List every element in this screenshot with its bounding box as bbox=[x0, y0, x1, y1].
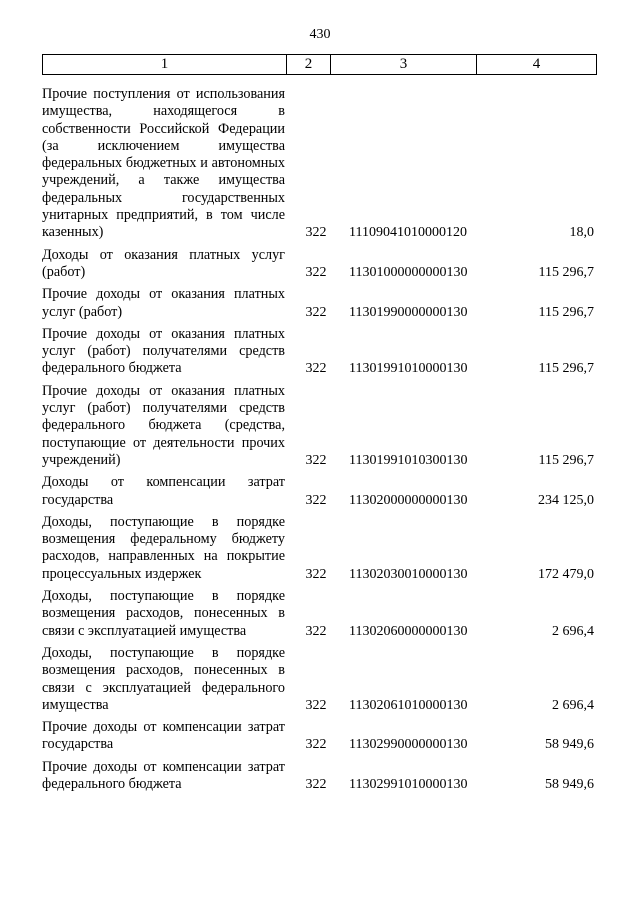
row-kbk-code: 11302030010000130 bbox=[349, 566, 468, 582]
column-header-3: 3 bbox=[331, 55, 477, 75]
column-header-1: 1 bbox=[43, 55, 287, 75]
table-row bbox=[42, 759, 598, 794]
row-amount: 58 949,6 bbox=[545, 737, 594, 753]
row-admin-code: 322 bbox=[305, 361, 327, 377]
row-kbk-code: 11109041010000120 bbox=[349, 225, 467, 241]
row-amount: 115 296,7 bbox=[538, 452, 594, 468]
row-admin-code: 322 bbox=[305, 623, 327, 639]
row-amount: 2 696,4 bbox=[552, 623, 594, 639]
table-row bbox=[42, 719, 598, 754]
row-amount: 115 296,7 bbox=[538, 264, 594, 280]
row-description: Прочие доходы от компенсации затрат государства bbox=[42, 719, 285, 753]
table-row bbox=[42, 474, 598, 509]
row-amount: 172 479,0 bbox=[538, 566, 594, 582]
row-description: Доходы, поступающие в порядке возмещения федеральному бюджету расходов, направленных на покрытие процессуальных издержек bbox=[42, 513, 285, 582]
row-kbk-code: 11302061010000130 bbox=[349, 697, 468, 713]
row-admin-code: 322 bbox=[305, 776, 327, 792]
row-admin-code: 322 bbox=[305, 225, 327, 241]
row-description: Доходы от компенсации затрат государства bbox=[42, 474, 285, 508]
table-row bbox=[42, 286, 598, 321]
row-amount: 18,0 bbox=[569, 225, 594, 241]
row-amount: 58 949,6 bbox=[545, 776, 594, 792]
row-kbk-code: 11302991010000130 bbox=[349, 776, 468, 792]
row-kbk-code: 11302000000000130 bbox=[349, 492, 468, 508]
table-row bbox=[42, 514, 598, 583]
row-admin-code: 322 bbox=[305, 264, 327, 280]
row-kbk-code: 11301990000000130 bbox=[349, 304, 468, 320]
table-row bbox=[42, 383, 598, 469]
table-row bbox=[42, 645, 598, 714]
row-admin-code: 322 bbox=[305, 566, 327, 582]
row-description: Доходы от оказания платных услуг (работ) bbox=[42, 246, 285, 280]
column-header-table bbox=[42, 54, 597, 75]
column-header-2: 2 bbox=[287, 55, 331, 75]
row-description: Доходы, поступающие в порядке возмещения расходов, понесенных в связи с эксплуатацией федерального имущества bbox=[42, 644, 285, 713]
row-description: Прочие доходы от оказания платных услуг (работ) получателями средств федерального бюджета (средства, поступающие от деятельности прочих учреждений) bbox=[42, 382, 285, 468]
row-admin-code: 322 bbox=[305, 697, 327, 713]
row-kbk-code: 11302990000000130 bbox=[349, 737, 468, 753]
table-row bbox=[42, 326, 598, 378]
table-row bbox=[42, 588, 598, 640]
page-number: 430 bbox=[309, 27, 331, 42]
row-admin-code: 322 bbox=[305, 492, 327, 508]
row-description: Прочие доходы от компенсации затрат федерального бюджета bbox=[42, 758, 285, 792]
column-header-4: 4 bbox=[477, 55, 597, 75]
row-description: Прочие доходы от оказания платных услуг (работ) получателями средств федерального бюджета bbox=[42, 325, 285, 377]
row-kbk-code: 11301000000000130 bbox=[349, 264, 468, 280]
row-amount: 234 125,0 bbox=[538, 492, 594, 508]
row-kbk-code: 11301991010000130 bbox=[349, 361, 468, 377]
row-amount: 115 296,7 bbox=[538, 304, 594, 320]
row-description: Прочие поступления от использования имущества, находящегося в собственности Российской Федерации (за исключением имущества федеральных бюджетных и автономных учреждений, а также имущества федеральных государственных унитарных предприятий, в том числе казенных) bbox=[42, 86, 285, 241]
row-description: Прочие доходы от оказания платных услуг (работ) bbox=[42, 286, 285, 320]
row-admin-code: 322 bbox=[305, 452, 327, 468]
row-kbk-code: 11302060000000130 bbox=[349, 623, 468, 639]
table-row bbox=[42, 247, 598, 282]
table-row bbox=[42, 86, 598, 242]
row-description: Доходы, поступающие в порядке возмещения расходов, понесенных в связи с эксплуатацией имущества bbox=[42, 588, 285, 639]
row-admin-code: 322 bbox=[305, 737, 327, 753]
row-admin-code: 322 bbox=[305, 304, 327, 320]
row-kbk-code: 11301991010300130 bbox=[349, 452, 468, 468]
row-amount: 115 296,7 bbox=[538, 361, 594, 377]
row-amount: 2 696,4 bbox=[552, 697, 594, 713]
budget-table-body bbox=[42, 86, 598, 798]
